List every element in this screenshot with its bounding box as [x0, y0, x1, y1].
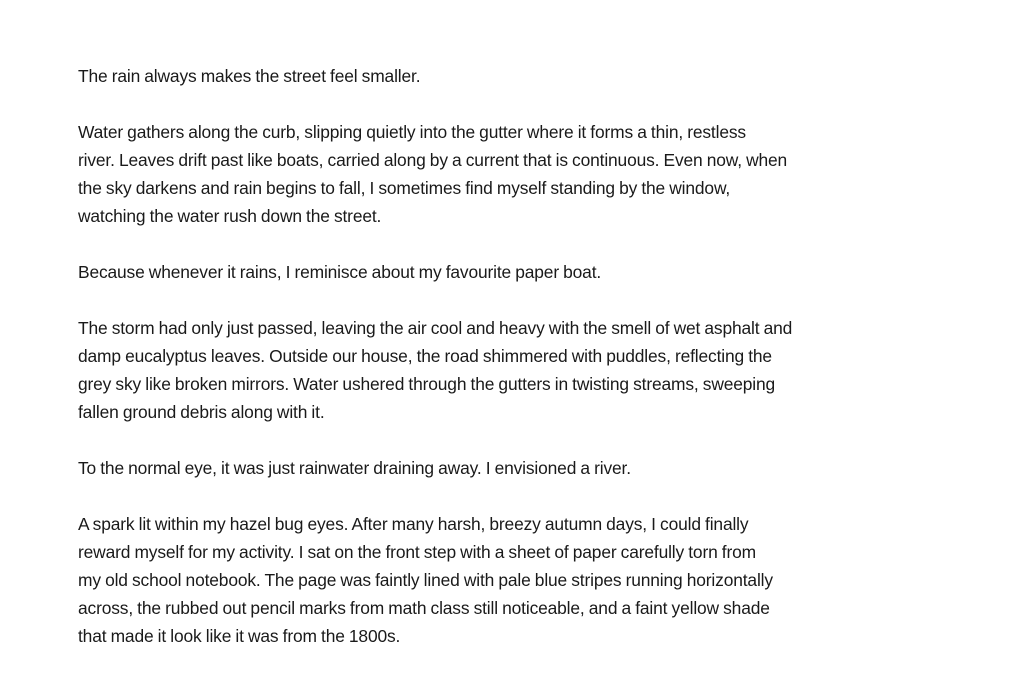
text-line: that made it look like it was from the 1800s.	[78, 626, 401, 646]
text-line: To the normal eye, it was just rainwater draining away. I envisioned a river.	[78, 458, 631, 478]
text-line: fallen ground debris along with it.	[78, 402, 325, 422]
text-line: damp eucalyptus leaves. Outside our house, the road shimmered with puddles, reflecting the	[78, 346, 772, 366]
text-line: A spark lit within my hazel bug eyes. After many harsh, breezy autumn days, I could finally	[78, 514, 749, 534]
text-line: river. Leaves drift past like boats, carried along by a current that is continuous. Even now, when	[78, 150, 788, 170]
paragraph-6	[78, 510, 928, 650]
paragraph-1	[78, 62, 928, 90]
paragraph-5	[78, 454, 928, 482]
text-line: grey sky like broken mirrors. Water ushered through the gutters in twisting streams, sweeping	[78, 374, 776, 394]
text-line: the sky darkens and rain begins to fall, I sometimes find myself standing by the window,	[78, 178, 731, 198]
text-line: Because whenever it rains, I reminisce about my favourite paper boat.	[78, 262, 602, 282]
document-body	[78, 62, 928, 678]
text-line: my old school notebook. The page was faintly lined with pale blue stripes running horizontally	[78, 570, 773, 590]
text-line: The storm had only just passed, leaving the air cool and heavy with the smell of wet asphalt and	[78, 318, 793, 338]
paragraph-4	[78, 314, 928, 426]
paragraph-2	[78, 118, 928, 230]
text-line: watching the water rush down the street.	[78, 206, 382, 226]
paragraph-3	[78, 258, 928, 286]
text-line: Water gathers along the curb, slipping quietly into the gutter where it forms a thin, restless	[78, 122, 746, 142]
text-line: across, the rubbed out pencil marks from math class still noticeable, and a faint yellow shade	[78, 598, 770, 618]
text-line: The rain always makes the street feel smaller.	[78, 66, 421, 86]
text-line: reward myself for my activity. I sat on the front step with a sheet of paper carefully torn from	[78, 542, 756, 562]
